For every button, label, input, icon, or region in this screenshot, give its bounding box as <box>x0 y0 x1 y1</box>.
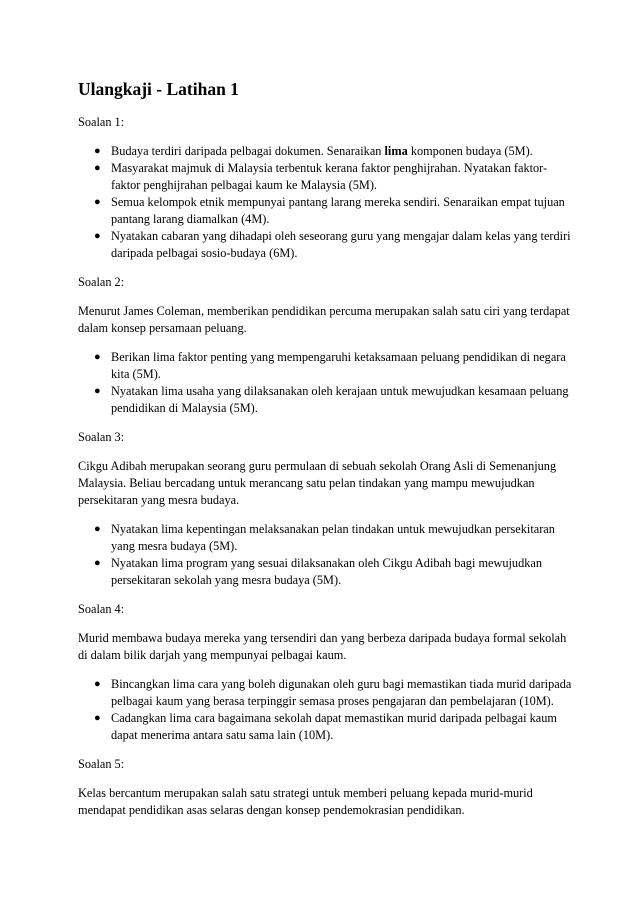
question-section-1 <box>78 114 576 262</box>
question-section-3 <box>78 429 576 589</box>
question-list <box>78 143 576 262</box>
question-heading: Soalan 2: <box>78 275 125 289</box>
bullet-icon: ● <box>94 678 101 690</box>
bullet-icon: ● <box>94 557 101 569</box>
bullet-icon: ● <box>94 162 101 174</box>
question-list <box>78 521 576 589</box>
bullet-icon: ● <box>94 230 101 242</box>
question-paragraph: Kelas bercantum merupakan salah satu strategi untuk memberi peluang kepada murid-murid mendapat pendidikan asas selaras dengan konsep pendemokrasian pendidikan. <box>78 786 533 817</box>
question-list <box>78 349 576 417</box>
list-item: ● Bincangkan lima cara yang boleh digunakan oleh guru bagi memastikan tiada murid daripada pelbagai kaum yang berasa terpinggir semasa proses pengajaran dan pembelajaran (10M). <box>94 677 572 708</box>
list-item: ● Berikan lima faktor penting yang mempengaruhi ketaksamaan peluang pendidikan di negara kita (5M). <box>94 350 566 381</box>
question-heading: Soalan 3: <box>78 430 125 444</box>
bullet-icon: ● <box>94 196 101 208</box>
bullet-icon: ● <box>94 523 101 535</box>
list-item: ● Masyarakat majmuk di Malaysia terbentuk kerana faktor penghijrahan. Nyatakan faktor-faktor penghijrahan pelbagai kaum ke Malaysia (5M). <box>94 161 548 192</box>
question-heading: Soalan 1: <box>78 115 125 129</box>
question-section-5 <box>78 756 576 819</box>
list-item: ● Nyatakan lima program yang sesuai dilaksanakan oleh Cikgu Adibah bagi mewujudkan persekitaran sekolah yang mesra budaya (5M). <box>94 556 542 587</box>
list-item: ● Budaya terdiri daripada pelbagai dokumen. Senaraikan lima komponen budaya (5M). <box>94 144 533 158</box>
bullet-icon: ● <box>94 351 101 363</box>
list-item: ● Nyatakan cabaran yang dihadapi oleh seseorang guru yang mengajar dalam kelas yang terdiri daripada pelbagai sosio-budaya (6M). <box>94 229 571 260</box>
list-item: ● Semua kelompok etnik mempunyai pantang larang mereka sendiri. Senaraikan empat tujuan pantang larang diamalkan (4M). <box>94 195 565 226</box>
emphasis-text: lima <box>384 144 408 158</box>
question-paragraph: Murid membawa budaya mereka yang tersendiri dan yang berbeza daripada budaya formal sekolah di dalam bilik darjah yang mempunyai pelbagai kaum. <box>78 631 567 662</box>
list-item: ● Cadangkan lima cara bagaimana sekolah dapat memastikan murid daripada pelbagai kaum dapat menerima antara satu sama lain (10M). <box>94 711 557 742</box>
question-paragraph: Menurut James Coleman, memberikan pendidikan percuma merupakan salah satu ciri yang terdapat dalam konsep persamaan peluang. <box>78 304 570 335</box>
bullet-icon: ● <box>94 385 101 397</box>
list-item: ● Nyatakan lima usaha yang dilaksanakan oleh kerajaan untuk mewujudkan kesamaan peluang pendidikan di Malaysia (5M). <box>94 384 569 415</box>
question-heading: Soalan 5: <box>78 757 125 771</box>
document-title: Ulangkaji - Latihan 1 <box>78 79 239 99</box>
question-section-2 <box>78 274 576 417</box>
question-list <box>78 676 576 744</box>
bullet-icon: ● <box>94 712 101 724</box>
question-paragraph: Cikgu Adibah merupakan seorang guru permulaan di sebuah sekolah Orang Asli di Semenanjung Malaysia. Beliau bercadang untuk merancang satu pelan tindakan yang mampu mewujudkan persekitaran yang mesra budaya. <box>78 459 557 507</box>
question-section-4 <box>78 601 576 744</box>
bullet-icon: ● <box>94 145 101 157</box>
question-heading: Soalan 4: <box>78 602 125 616</box>
list-item: ● Nyatakan lima kepentingan melaksanakan pelan tindakan untuk mewujudkan persekitaran yang mesra budaya (5M). <box>94 522 555 553</box>
